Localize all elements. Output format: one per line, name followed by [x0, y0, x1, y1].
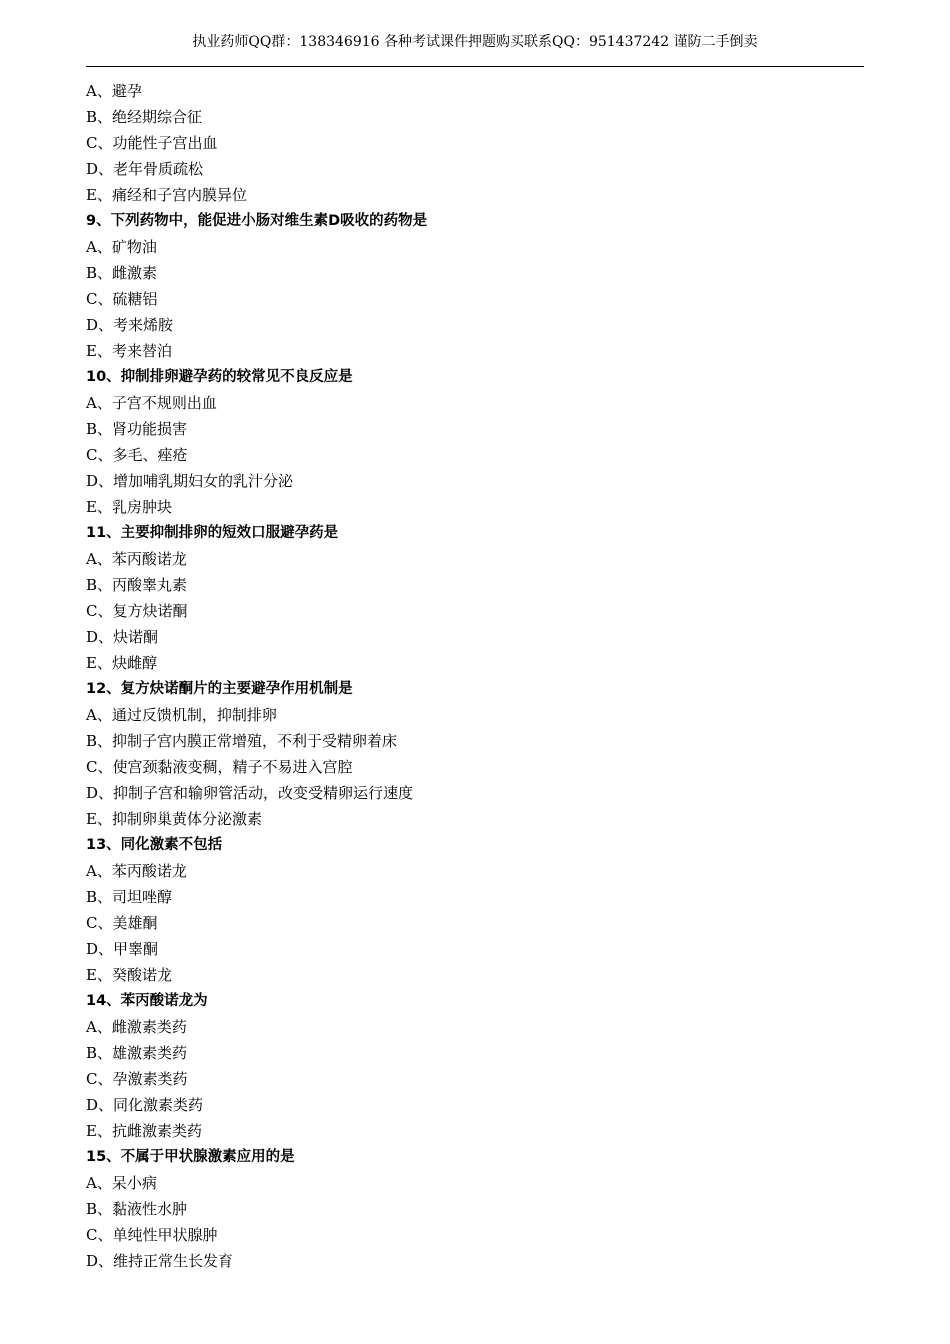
- question-stem: 10、抑制排卵避孕药的较常见不良反应是: [86, 369, 353, 385]
- question-stem: 14、苯丙酸诺龙为: [86, 993, 208, 1009]
- answer-option: C、功能性子宫出血: [86, 134, 218, 152]
- answer-option: D、同化激素类药: [86, 1096, 204, 1114]
- answer-option: A、避孕: [86, 82, 142, 100]
- answer-option: E、癸酸诺龙: [86, 966, 172, 984]
- question-stem: 11、主要抑制排卵的短效口服避孕药是: [86, 525, 339, 541]
- question-list: [86, 78, 864, 1274]
- answer-option: B、司坦唑醇: [86, 888, 173, 906]
- answer-option: E、痛经和子宫内膜异位: [86, 186, 247, 204]
- answer-option: A、通过反馈机制，抑制排卵: [86, 706, 277, 724]
- answer-option: D、增加哺乳期妇女的乳汁分泌: [86, 472, 294, 490]
- header-divider: [86, 66, 864, 67]
- answer-option: B、肾功能损害: [86, 420, 188, 438]
- answer-option: C、美雄酮: [86, 914, 158, 932]
- question-stem: 13、同化激素不包括: [86, 837, 223, 853]
- answer-option: C、复方炔诺酮: [86, 602, 188, 620]
- answer-option: C、硫糖铝: [86, 290, 158, 308]
- answer-option: E、考来替泊: [86, 342, 172, 360]
- answer-option: D、抑制子宫和输卵管活动，改变受精卵运行速度: [86, 784, 414, 802]
- answer-option: A、苯丙酸诺龙: [86, 862, 187, 880]
- answer-option: B、抑制子宫内膜正常增殖，不利于受精卵着床: [86, 732, 398, 750]
- answer-option: B、雄激素类药: [86, 1044, 188, 1062]
- answer-option: B、黏液性水肿: [86, 1200, 188, 1218]
- question-stem: 12、复方炔诺酮片的主要避孕作用机制是: [86, 681, 353, 697]
- answer-option: C、多毛、痤疮: [86, 446, 188, 464]
- answer-option: B、丙酸睾丸素: [86, 576, 188, 594]
- question-stem: 15、不属于甲状腺激素应用的是: [86, 1149, 295, 1165]
- answer-option: A、呆小病: [86, 1174, 157, 1192]
- answer-option: E、炔雌醇: [86, 654, 157, 672]
- answer-option: C、单纯性甲状腺肿: [86, 1226, 218, 1244]
- answer-option: D、甲睾酮: [86, 940, 159, 958]
- answer-option: B、绝经期综合征: [86, 108, 203, 126]
- answer-option: D、维持正常生长发育: [86, 1252, 234, 1270]
- answer-option: A、雌激素类药: [86, 1018, 187, 1036]
- question-stem: 9、下列药物中，能促进小肠对维生素D吸收的药物是: [86, 213, 428, 229]
- answer-option: E、抑制卵巢黄体分泌激素: [86, 810, 262, 828]
- answer-option: C、孕激素类药: [86, 1070, 188, 1088]
- answer-option: D、考来烯胺: [86, 316, 174, 334]
- answer-option: D、老年骨质疏松: [86, 160, 204, 178]
- page-header: 执业药师QQ群：138346916 各种考试课件押题购买联系QQ：951437242 谨防二手倒卖: [192, 34, 758, 50]
- answer-option: A、子宫不规则出血: [86, 394, 217, 412]
- answer-option: E、抗雌激素类药: [86, 1122, 202, 1140]
- answer-option: D、炔诺酮: [86, 628, 159, 646]
- answer-option: A、苯丙酸诺龙: [86, 550, 187, 568]
- answer-option: A、矿物油: [86, 238, 157, 256]
- answer-option: E、乳房肿块: [86, 498, 172, 516]
- answer-option: B、雌激素: [86, 264, 158, 282]
- answer-option: C、使宫颈黏液变稠，精子不易进入宫腔: [86, 758, 353, 776]
